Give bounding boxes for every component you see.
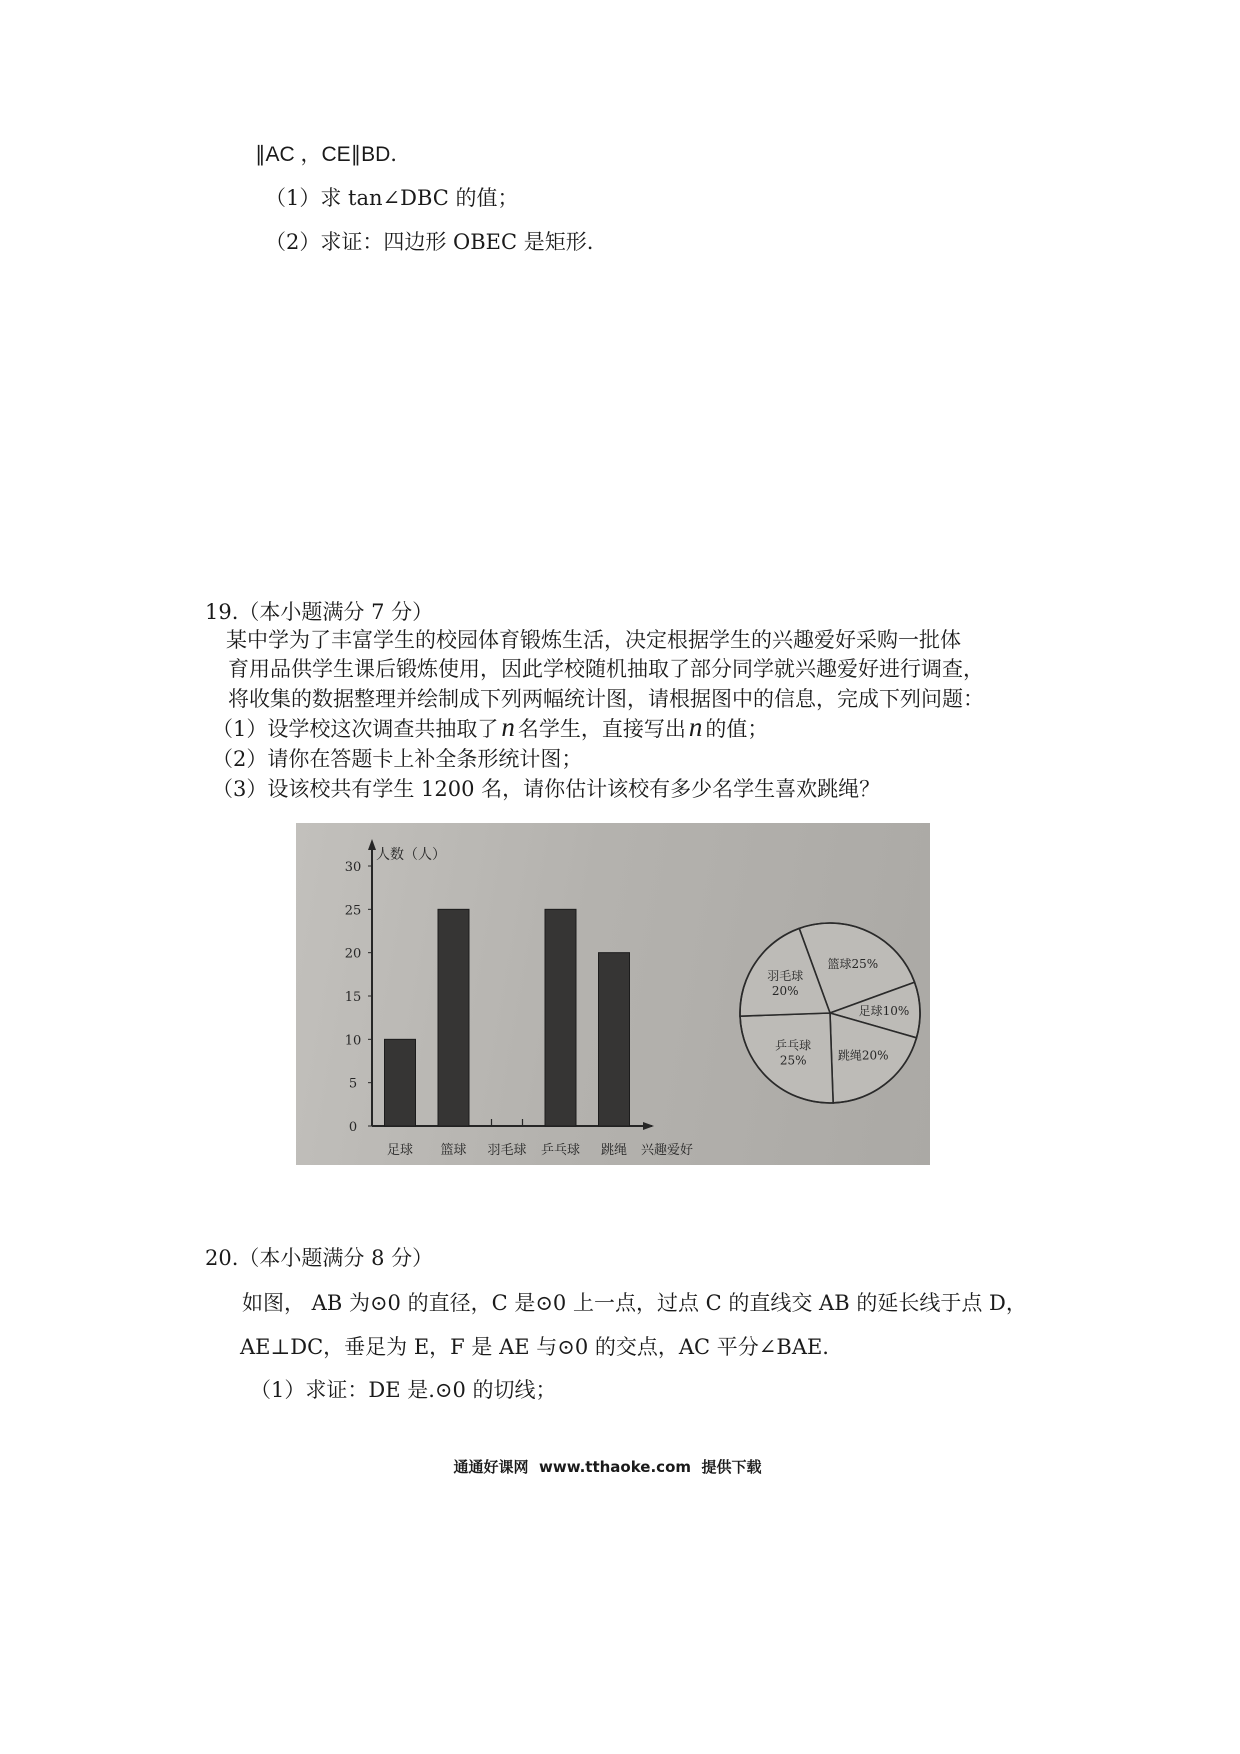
q19-paragraph-line-3: 将收集的数据整理并绘制成下列两幅统计图，请根据图中的信息，完成下列问题： [228, 687, 984, 711]
chart-svg [296, 823, 930, 1165]
pie-label-value: 20% [771, 983, 799, 998]
q19-heading: 19.（本小题满分 7 分） [205, 600, 434, 624]
pie-label-name: 乒乓球 [775, 1038, 812, 1053]
y-axis-label: 人数（人） [376, 847, 446, 863]
y-tick-label: 30 [344, 860, 362, 875]
y-tick-label: 20 [344, 946, 362, 962]
variable-n: n [501, 712, 515, 742]
statistics-chart-photo [296, 823, 930, 1165]
pie-label-value: 25% [779, 1053, 807, 1068]
pie-label: 足球10% [858, 1004, 910, 1019]
q18-part2: （2）求证：四边形 OBEC 是矩形. [265, 230, 594, 254]
q19-part1-after: 的值； [705, 717, 769, 741]
pie-label: 跳绳20% [837, 1048, 889, 1063]
q20-line-1: 如图， AB 为⊙0 的直径，C 是⊙0 上一点，过点 C 的直线交 AB 的延长线于点 D， [242, 1291, 1027, 1315]
y-tick-label: 15 [344, 990, 362, 1005]
x-axis-arrow [643, 1122, 654, 1130]
y-tick-label: 10 [344, 1033, 362, 1049]
q20-part1: （1）求证：DE 是.⊙0 的切线； [250, 1378, 557, 1402]
y-tick-label: 0 [348, 1120, 358, 1135]
x-category-label: 乒乓球 [540, 1143, 581, 1158]
y-tick-label: 5 [348, 1076, 358, 1092]
variable-n: n [688, 712, 703, 742]
q18-condition-tail: ∥AC ，CE∥BD． [255, 143, 412, 166]
q20-line-2: AE⊥DC，垂足为 E，F 是 AE 与⊙0 的交点，AC 平分∠BAE. [240, 1335, 829, 1359]
y-axis-arrow [368, 839, 376, 850]
page-footer: 通通好课网 www.tthaoke.com 提供下载 [453, 1458, 762, 1476]
x-category-label: 篮球 [440, 1143, 467, 1158]
x-category-label: 足球 [386, 1143, 414, 1158]
y-tick-label: 25 [344, 903, 362, 919]
x-category-label: 跳绳 [600, 1143, 628, 1158]
q19-part1-middle: 名学生，直接写出 [517, 717, 686, 741]
q20-heading: 20.（本小题满分 8 分） [205, 1246, 434, 1270]
q19-paragraph-line-1: 某中学为了丰富学生的校园体育锻炼生活，决定根据学生的兴趣爱好采购一批体 [226, 628, 961, 652]
q19-part2: （2）请你在答题卡上补全条形统计图； [212, 747, 583, 771]
q19-part3: （3）设该校共有学生 1200 名，请你估计该校有多少名学生喜欢跳绳？ [212, 777, 881, 801]
pie-label: 篮球25% [827, 957, 879, 972]
bar-3 [545, 909, 576, 1126]
q19-paragraph-line-2: 育用品供学生课后锻炼使用，因此学校随机抽取了部分同学就兴趣爱好进行调查， [228, 657, 984, 681]
q18-part1: （1）求 tan∠DBC 的值； [265, 186, 519, 210]
bar-0 [385, 1039, 416, 1126]
bar-4 [599, 953, 630, 1126]
x-axis-label: 兴趣爱好 [641, 1143, 694, 1158]
q19-part1 [212, 712, 769, 742]
pie-label-name: 羽毛球 [767, 968, 804, 983]
bar-1 [438, 909, 469, 1126]
x-category-label: 羽毛球 [487, 1143, 527, 1158]
q19-part1-before: （1）设学校这次调查共抽取了 [212, 717, 499, 741]
